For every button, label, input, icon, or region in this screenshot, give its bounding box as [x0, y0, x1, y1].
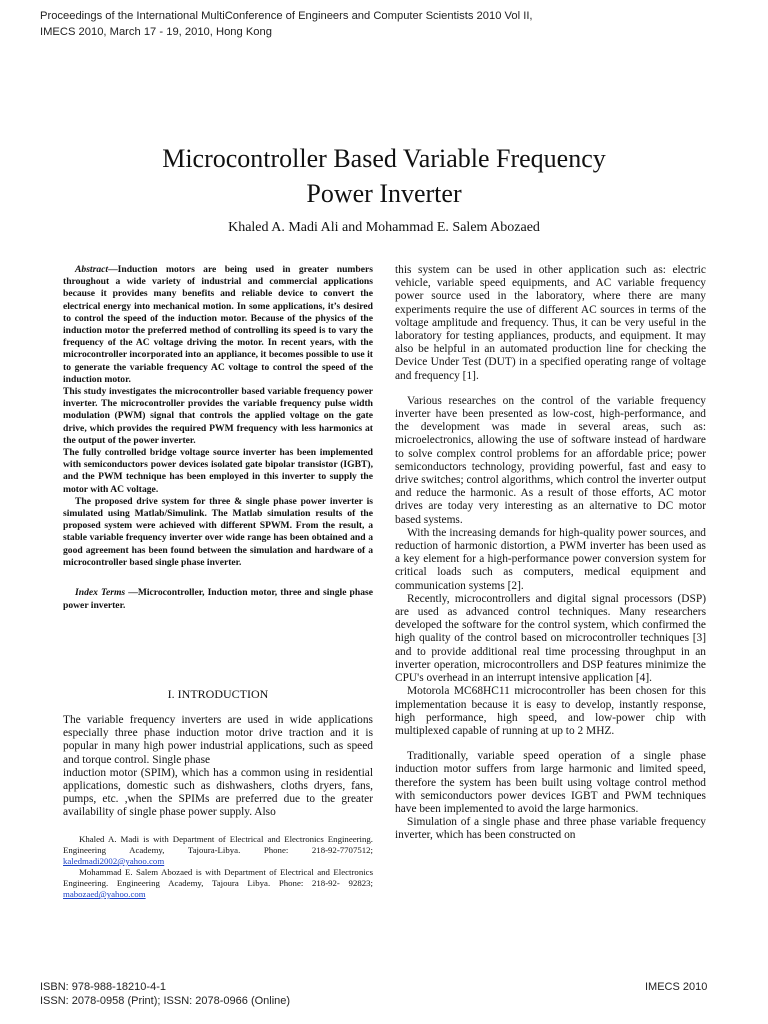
footer-conference: IMECS 2010: [645, 981, 708, 993]
footnote-1: [63, 834, 373, 867]
abstract-text-4: The proposed drive system for three & single phase power inverter is simulated using Matlab/Simulink. The Matlab simulation results of the proposed system were achieved with different SPWM. From the result, a stable variable frequency inverter over wide range has been obtained and a good agreement has been found between the simulation and hardware of a microcontroller based single phase inverter.: [63, 495, 373, 568]
page-footer-left: [40, 980, 290, 1008]
author2-email-link[interactable]: mabozaed@yahoo.com: [63, 889, 146, 899]
index-terms: [63, 587, 373, 612]
body-paragraph: Motorola MC68HC11 microcontroller has been chosen for this implementation because it is easy to develop, instantly response, high performance, high speed, and low-power chip with multiplexed capable of running at up to 2 MHZ.: [395, 685, 706, 737]
footnote-2: [63, 867, 373, 900]
intro-paragraph-1: The variable frequency inverters are used in wide applications especially three phase induction motor drive traction and it is popular in many high power industrial applications, such as speed and torque control. Single phase: [63, 714, 373, 766]
index-terms-text: —Microcontroller, Induction motor, three and single phase power inverter.: [63, 587, 373, 611]
right-column: [395, 264, 706, 843]
abstract-paragraph: [63, 496, 373, 569]
abstract-paragraph: The fully controlled bridge voltage source inverter has been implemented with semiconductors power devices isolated gate bipolar transistor (IGBT), and the PWM technique has been employed in this inverter to supply the motor with AC voltage.: [63, 447, 373, 495]
footnote-2-text: Mohammad E. Salem Abozaed is with Department of Electrical and Electronics Engineering. Engineering Academy, Tajoura Libya. Phone: 218-92- 92823;: [63, 867, 373, 888]
running-header: [40, 8, 533, 40]
intro-text: [63, 714, 373, 820]
abstract-paragraph: This study investigates the microcontroller based variable frequency power inverter. The microcontroller provides the variable frequency pulse width modulation (PWM) signal that controls the applied voltage on the gate drive, which provides the required PWM frequency with less harmonics at the output of the power inverter.: [63, 386, 373, 446]
footnote-1-text: Khaled A. Madi is with Department of Electrical and Electronics Engineering. Engineering Academy, Tajoura-Libya. Phone: 218-92-7707512;: [63, 834, 373, 855]
intro-paragraph-2: induction motor (SPIM), which has a common using in residential applications, domestic such as dishwashers, cloths dryers, fans, pumps, etc. ,when the SPIMs are preferred due to the greater availability of single phase power supply. Also: [63, 766, 373, 819]
footnotes: [63, 834, 373, 900]
body-paragraph: this system can be used in other application such as: electric vehicle, variable speed equipments, and AC variable frequency power source used in the laboratory, where there are many experiments require the use of different AC sources in terms of the voltage amplitude and frequency. Thus, it can be very useful in the laboratory for testing appliances, products, and equipment. It may also be helpful in an automated production line for checking the Device Under Test (DUT) in a specified operating range of voltage and frequency [1].: [395, 264, 706, 382]
abstract-label: Abstract: [75, 264, 109, 275]
footer-issn: ISSN: 2078-0958 (Print); ISSN: 2078-0966 (Online): [40, 995, 291, 1007]
header-line-2: IMECS 2010, March 17 - 19, 2010, Hong Kong: [40, 26, 272, 38]
body-paragraph: Traditionally, variable speed operation of a single phase induction motor suffers from large harmonic and limited speed, therefore the system has been built using voltage control method with semiconductors power devices IGBT and PWM techniques have been implemented to avoid the large harmonics.: [395, 750, 706, 815]
title-line-1: Microcontroller Based Variable Frequency: [162, 144, 606, 173]
abstract: [63, 264, 373, 569]
body-paragraph: Recently, microcontrollers and digital signal processors (DSP) are used as advanced control techniques. Many researchers developed the software for the control system, which confirmed the high quality of the control based on microcontroller techniques [3] and to provide additional real time processing throughput in an inverter operation, microcontrollers and DSP features minimize the CPU's overhead in an interrupt intensive application [4].: [395, 592, 706, 685]
index-terms-label: Index Terms: [75, 587, 126, 599]
section-heading: I. INTRODUCTION: [167, 687, 269, 701]
body-paragraph: Simulation of a single phase and three phase variable frequency inverter, which has been constructed on: [395, 816, 706, 842]
paper-title: [0, 141, 768, 211]
abstract-text-1: —Induction motors are being used in greater numbers throughout a wide variety of industrial and commercial applications because it provides many benefits and reliable device to convert the electrical energy into mechanical motion. In some applications, it’s desired to control the speed of the induction motor. Because of the physics of the induction motor the preferred method of controlling its speed is to vary the frequency of the AC voltage driving the motor. In recent years, with the microcontroller incorporated into an appliance, it becomes possible to use it to generate the variable frequency AC voltage to control the speed of the induction motor.: [63, 264, 373, 385]
author1-email-link[interactable]: kaledmadi2002@yahoo.com: [63, 856, 165, 866]
body-paragraph: Various researches on the control of the variable frequency inverter have been presented as low-cost, high-performance, and the development was made in several areas, such as: microelectronics, allowing the use of software instead of hardware to solve complex control problems for an affordable price; power semiconductors technology, providing powerful, fast and easy to drive switches; control algorithms, which control the inverter output and reduce the harmonic. As a result of those efforts, AC motor drives are today very interesting as an alternative to DC motor based systems.: [395, 394, 706, 526]
author-list: Khaled A. Madi Ali and Mohammad E. Salem Abozaed: [228, 220, 540, 235]
title-line-2: Power Inverter: [306, 179, 462, 208]
left-column: [63, 264, 373, 899]
abstract-paragraph: [63, 264, 373, 386]
body-paragraph: With the increasing demands for high-quality power sources, and reduction of harmonic distortion, a PWM inverter has been used as a key element for a high-performance power conversion system for critical loads such as computers, medical equipment and communication systems [2].: [395, 526, 706, 592]
footer-isbn: ISBN: 978-988-18210-4-1: [40, 981, 166, 993]
header-line-1: Proceedings of the International MultiConference of Engineers and Computer Scientists 2010 Vol II,: [40, 10, 533, 22]
